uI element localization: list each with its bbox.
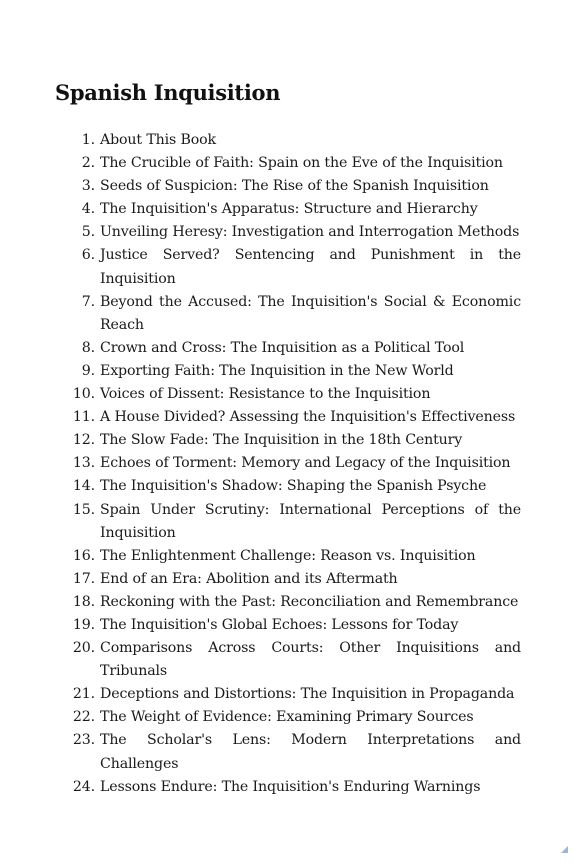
toc-item bbox=[55, 499, 521, 545]
toc-item bbox=[55, 568, 521, 591]
toc-item-title: The Scholar's Lens: Modern Interpretations and Challenges bbox=[100, 732, 521, 772]
toc-item bbox=[55, 591, 521, 614]
toc-item-title: The Inquisition's Shadow: Shaping the Spanish Psyche bbox=[100, 478, 487, 495]
toc-item-title: Lessons Endure: The Inquisition's Enduring Warnings bbox=[100, 778, 481, 795]
toc-item-number: 15. bbox=[72, 501, 95, 518]
toc-item-number: 9. bbox=[81, 362, 95, 379]
toc-item bbox=[55, 360, 521, 383]
toc-item-title: The Crucible of Faith: Spain on the Eve of the Inquisition bbox=[100, 155, 503, 172]
toc-item bbox=[55, 683, 521, 706]
toc-item-title: Justice Served? Sentencing and Punishment in the Inquisition bbox=[100, 247, 521, 287]
toc-item-number: 3. bbox=[81, 178, 95, 195]
toc-item bbox=[55, 429, 521, 452]
toc-item bbox=[55, 383, 521, 406]
toc-item bbox=[55, 637, 521, 683]
toc-item bbox=[55, 129, 521, 152]
toc-item bbox=[55, 729, 521, 775]
toc-item-number: 2. bbox=[81, 155, 95, 172]
toc-item-number: 22. bbox=[72, 709, 95, 726]
toc-item bbox=[55, 475, 521, 498]
toc-item-title: The Enlightenment Challenge: Reason vs. Inquisition bbox=[100, 547, 476, 564]
toc-item-title: A House Divided? Assessing the Inquisition's Effectiveness bbox=[100, 409, 516, 426]
toc-item bbox=[55, 152, 521, 175]
toc-item-title: Comparisons Across Courts: Other Inquisitions and Tribunals bbox=[100, 640, 521, 680]
toc-item-title: About This Book bbox=[100, 132, 217, 148]
toc-item-number: 1. bbox=[81, 132, 95, 148]
toc-item-title: Voices of Dissent: Resistance to the Inquisition bbox=[100, 386, 431, 403]
toc-item-title: The Inquisition's Global Echoes: Lessons for Today bbox=[100, 616, 459, 633]
toc-item-title: Reckoning with the Past: Reconciliation and Remembrance bbox=[100, 593, 519, 610]
toc-item-title: The Weight of Evidence: Examining Primary Sources bbox=[100, 709, 474, 726]
table-of-contents bbox=[55, 129, 521, 799]
toc-item-number: 6. bbox=[81, 247, 95, 264]
toc-item-number: 16. bbox=[72, 547, 95, 564]
toc-item bbox=[55, 291, 521, 337]
toc-item bbox=[55, 198, 521, 221]
toc-item bbox=[55, 406, 521, 429]
toc-item-number: 17. bbox=[72, 570, 95, 587]
toc-item-number: 23. bbox=[72, 732, 95, 749]
toc-item-title: Crown and Cross: The Inquisition as a Political Tool bbox=[100, 339, 465, 356]
toc-item-title: The Inquisition's Apparatus: Structure and Hierarchy bbox=[100, 201, 478, 218]
toc-item-title: Beyond the Accused: The Inquisition's Social & Economic Reach bbox=[100, 293, 521, 333]
toc-item-number: 8. bbox=[81, 339, 95, 356]
toc-item-number: 5. bbox=[81, 224, 95, 241]
toc-item-title: End of an Era: Abolition and its Aftermath bbox=[100, 570, 398, 587]
toc-item-number: 18. bbox=[72, 593, 95, 610]
toc-item bbox=[55, 221, 521, 244]
toc-item-title: The Slow Fade: The Inquisition in the 18th Century bbox=[100, 432, 463, 449]
toc-item-number: 24. bbox=[72, 778, 95, 795]
toc-item bbox=[55, 706, 521, 729]
page-title: Spanish Inquisition bbox=[55, 80, 281, 105]
toc-item bbox=[55, 452, 521, 475]
toc-item-title: Echoes of Torment: Memory and Legacy of the Inquisition bbox=[100, 455, 511, 472]
toc-item bbox=[55, 614, 521, 637]
toc-item-title: Unveiling Heresy: Investigation and Interrogation Methods bbox=[100, 224, 520, 241]
toc-item bbox=[55, 776, 521, 799]
toc-item-title: Spain Under Scrutiny: International Perceptions of the Inquisition bbox=[100, 501, 521, 541]
toc-item-number: 13. bbox=[72, 455, 95, 472]
toc-item-title: Exporting Faith: The Inquisition in the New World bbox=[100, 362, 454, 379]
toc-item-number: 19. bbox=[72, 616, 95, 633]
toc-item-title: Seeds of Suspicion: The Rise of the Spanish Inquisition bbox=[100, 178, 489, 195]
toc-item-number: 7. bbox=[81, 293, 95, 310]
toc-item-number: 20. bbox=[72, 640, 95, 657]
toc-item-number: 21. bbox=[72, 686, 95, 703]
toc-item bbox=[55, 545, 521, 568]
toc-item-number: 4. bbox=[81, 201, 95, 218]
toc-item bbox=[55, 175, 521, 198]
toc-item-number: 14. bbox=[72, 478, 95, 495]
toc-item-number: 12. bbox=[72, 432, 95, 449]
toc-item-number: 11. bbox=[72, 409, 95, 426]
toc-item bbox=[55, 337, 521, 360]
page-corner-mark-icon bbox=[561, 846, 568, 853]
toc-item-number: 10. bbox=[72, 386, 95, 403]
toc-item bbox=[55, 244, 521, 290]
toc-item-title: Deceptions and Distortions: The Inquisition in Propaganda bbox=[100, 686, 515, 703]
